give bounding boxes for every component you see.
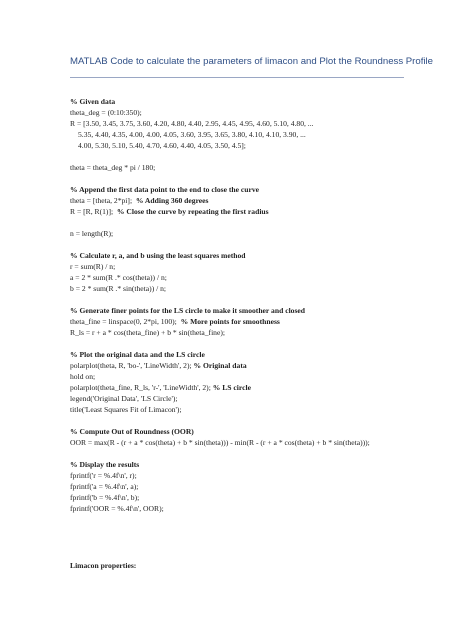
- comment-display: % Display the results: [70, 460, 140, 469]
- code-line: theta = theta_deg * pi / 180;: [70, 163, 156, 172]
- code-text: theta_fine = linspace(0, 2*pi, 100);: [70, 317, 177, 326]
- inline-comment: % More points for smoothness: [180, 317, 280, 326]
- code-line: fprintf('OOR = %.4f\n', OOR);: [70, 504, 164, 513]
- code-line: legend('Original Data', 'LS Circle');: [70, 394, 178, 403]
- section-heading-limacon-properties: Limacon properties:: [70, 561, 137, 570]
- code-line: [70, 361, 470, 371]
- code-line: 5.35, 4.40, 4.35, 4.00, 4.00, 4.05, 3.60, 3.95, 3.65, 3.80, 4.10, 4.10, 3.90, ...: [78, 130, 306, 139]
- comment-append: % Append the first data point to the end to close the curve: [70, 185, 259, 194]
- comment-finer-points: % Generate finer points for the LS circle to make it smoother and closed: [70, 306, 306, 315]
- code-line: title('Least Squares Fit of Limacon');: [70, 405, 182, 414]
- code-line: r = sum(R) / n;: [70, 262, 116, 271]
- code-line: fprintf('r = %.4f\n', r);: [70, 471, 137, 480]
- document-title: MATLAB Code to calculate the parameters of limacon and Plot the Roundness Profile: [70, 56, 433, 67]
- code-line: OOR = max(R - (r + a * cos(theta) + b * sin(theta))) - min(R - (r + a * cos(theta) + b * sin(theta)));: [70, 438, 370, 447]
- code-line: R = [3.50, 3.45, 3.75, 3.60, 4.20, 4.80, 4.40, 2.95, 4.45, 4.95, 4.60, 5.10, 4.80, ...: [70, 119, 314, 128]
- code-text: polarplot(theta, R, 'bo-', 'LineWidth', 2);: [70, 361, 192, 370]
- comment-given-data: % Given data: [70, 97, 116, 106]
- code-line: [70, 196, 470, 206]
- code-line: R_ls = r + a * cos(theta_fine) + b * sin(theta_fine);: [70, 328, 225, 337]
- comment-least-squares: % Calculate r, a, and b using the least squares method: [70, 251, 246, 260]
- inline-comment: % Adding 360 degrees: [135, 196, 209, 205]
- code-line: b = 2 * sum(R .* sin(theta)) / n;: [70, 284, 167, 293]
- code-line: n = length(R);: [70, 229, 114, 238]
- code-line: theta_deg = (0:10:350);: [70, 108, 142, 117]
- comment-plot: % Plot the original data and the LS circle: [70, 350, 205, 359]
- code-text: R = [R, R(1)];: [70, 207, 114, 216]
- code-line: hold on;: [70, 372, 96, 381]
- inline-comment: % LS circle: [212, 383, 251, 392]
- code-line: [70, 317, 470, 327]
- comment-oor: % Compute Out of Roundness (OOR): [70, 427, 194, 436]
- code-text: polarplot(theta_fine, R_ls, 'r-', 'LineWidth', 2);: [70, 383, 211, 392]
- code-text: theta = [theta, 2*pi];: [70, 196, 133, 205]
- code-line: fprintf('b = %.4f\n', b);: [70, 493, 140, 502]
- code-line: a = 2 * sum(R .* cos(theta)) / n;: [70, 273, 167, 282]
- code-line: [70, 207, 470, 217]
- code-line: fprintf('a = %.4f\n', a);: [70, 482, 139, 491]
- code-line: 4.00, 5.30, 5.10, 5.40, 4.70, 4.60, 4.40, 4.05, 3.50, 4.5];: [78, 141, 246, 150]
- inline-comment: % Close the curve by repeating the first radius: [116, 207, 269, 216]
- inline-comment: % Original data: [193, 361, 247, 370]
- title-divider: [70, 77, 404, 78]
- code-line: [70, 383, 470, 393]
